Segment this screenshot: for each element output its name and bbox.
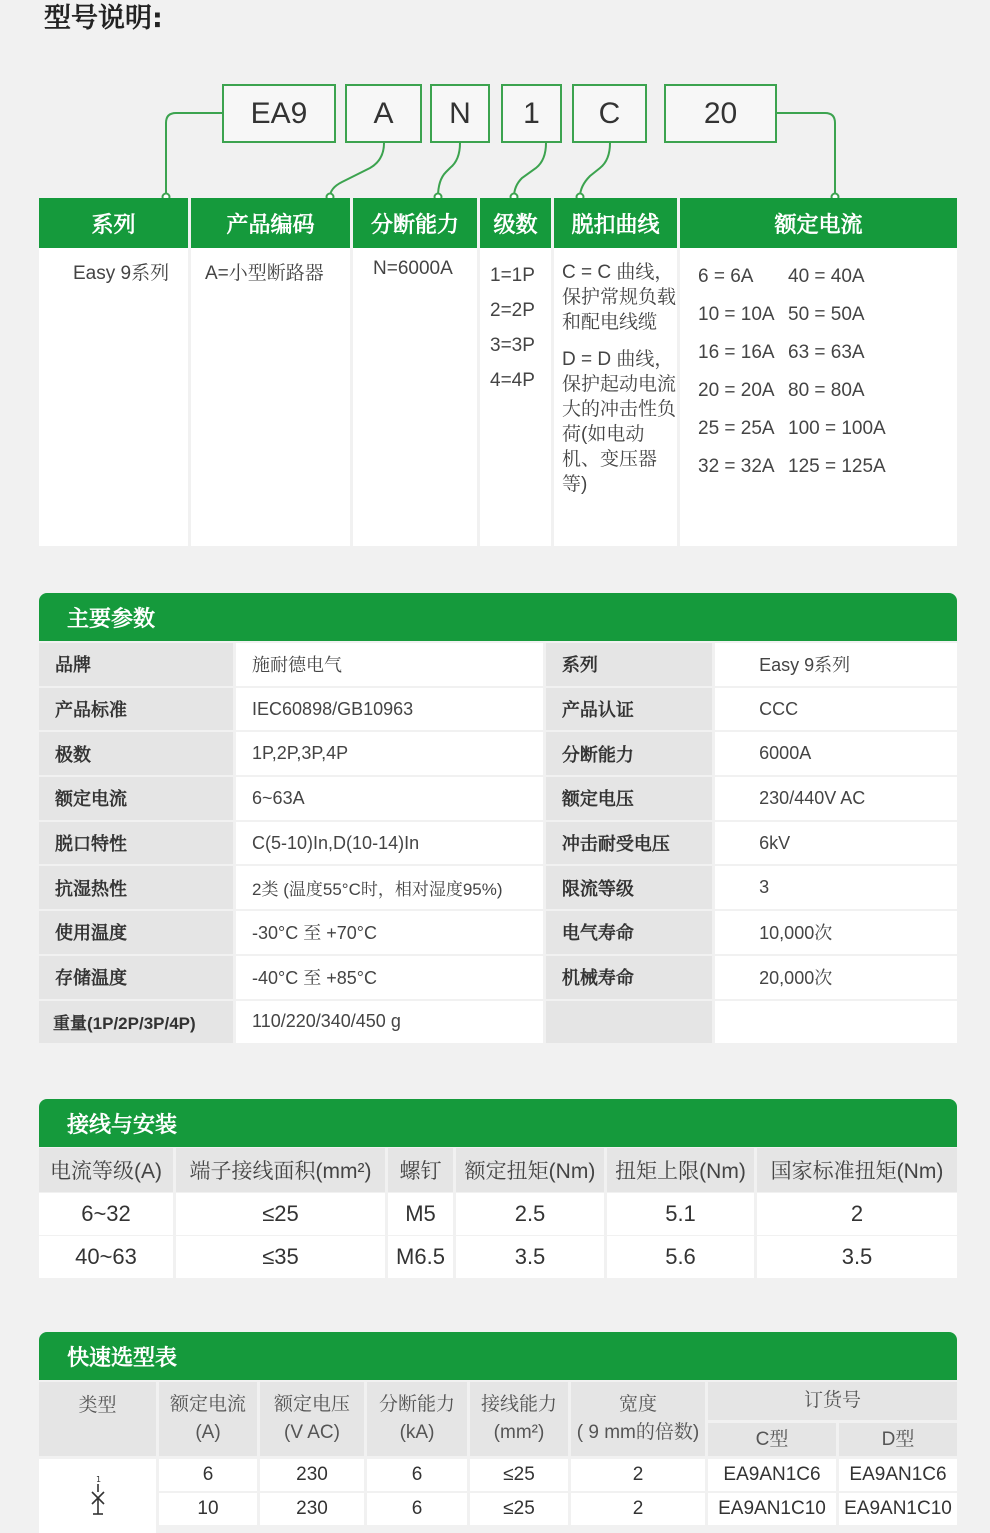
current-row: 25 = 25A 100 = 100A xyxy=(698,418,886,439)
header-breaking: 分断能力 xyxy=(353,198,480,248)
param-value: 10,000次 xyxy=(715,911,957,954)
header-curve: 脱扣曲线 xyxy=(554,198,680,248)
code-part-product: A xyxy=(345,84,422,143)
header-current: 额定电流 xyxy=(680,198,957,248)
current-row: 32 = 32A 125 = 125A xyxy=(698,456,886,477)
current-row: 6 = 6A 40 = 40A xyxy=(698,266,865,287)
quick-header-d-type: D型 xyxy=(839,1423,957,1456)
pole-option: 4=4P xyxy=(490,370,535,391)
model-table-header xyxy=(39,198,957,248)
cell-poles xyxy=(480,248,554,546)
quick-header-type: 类型 xyxy=(39,1382,156,1456)
params-table xyxy=(39,643,957,1045)
param-value: 施耐德电气 xyxy=(236,643,543,686)
param-value: 1P,2P,3P,4P xyxy=(236,732,543,775)
table-row xyxy=(39,911,957,956)
param-label: 产品标准 xyxy=(39,688,233,731)
quick-cell: 6 xyxy=(367,1459,467,1491)
quick-header-breaking: 分断能力 (kA) xyxy=(367,1382,467,1456)
quick-header-current: 额定电流 (A) xyxy=(159,1382,257,1456)
code-part-breaking: N xyxy=(430,84,490,143)
table-row xyxy=(39,822,957,867)
current-row: 10 = 10A 50 = 50A xyxy=(698,304,865,325)
wiring-header: 国家标准扭矩(Nm) xyxy=(757,1148,957,1192)
cell-curve xyxy=(554,248,680,546)
param-label: 限流等级 xyxy=(546,866,712,909)
header-series: 系列 xyxy=(39,198,191,248)
wiring-header: 螺钉 xyxy=(388,1148,456,1192)
table-row xyxy=(39,688,957,733)
quick-header-voltage: 额定电压 (V AC) xyxy=(260,1382,364,1456)
param-value: IEC60898/GB10963 xyxy=(236,688,543,731)
param-label xyxy=(546,1001,712,1044)
code-part-curve: C xyxy=(572,84,647,143)
quick-header-width: 宽度 ( 9 mm的倍数) xyxy=(571,1382,705,1456)
param-label: 冲击耐受电压 xyxy=(546,822,712,865)
svg-text:1: 1 xyxy=(95,1475,101,1484)
param-label: 额定电流 xyxy=(39,777,233,820)
param-value: 6000A xyxy=(715,732,957,775)
wiring-header: 额定扭矩(Nm) xyxy=(456,1148,607,1192)
pole-option: 1=1P xyxy=(490,265,535,286)
table-row: 6~32 ≤25 M5 2.5 5.1 2 xyxy=(39,1193,957,1236)
cell-breaking: N=6000A xyxy=(353,248,480,546)
table-row xyxy=(39,732,957,777)
param-value: 230/440V AC xyxy=(715,777,957,820)
table-row: 40~63 ≤35 M6.5 3.5 5.6 3.5 xyxy=(39,1236,957,1279)
current-row: 20 = 20A 80 = 80A xyxy=(698,380,865,401)
quick-cell: EA9AN1C6 xyxy=(839,1459,957,1491)
breaker-symbol-icon xyxy=(39,1459,156,1533)
quick-cell: 6 xyxy=(367,1493,467,1525)
param-label: 电气寿命 xyxy=(546,911,712,954)
param-label: 脱口特性 xyxy=(39,822,233,865)
curve-d-desc: D = D 曲线，保护起动电流大的冲击性负荷(如电动机、变压器等) xyxy=(562,349,677,495)
quick-cell: 230 xyxy=(260,1493,364,1525)
quick-cell: EA9AN1C10 xyxy=(708,1493,836,1525)
param-value: 3 xyxy=(715,866,957,909)
table-row xyxy=(39,1001,957,1046)
quick-header-order: 订货号 xyxy=(708,1382,957,1420)
wiring-header-row xyxy=(39,1148,957,1193)
quick-select-table xyxy=(39,1382,957,1533)
quick-cell: 6 xyxy=(159,1459,257,1491)
header-poles: 级数 xyxy=(480,198,554,248)
table-row xyxy=(39,866,957,911)
param-value: -40°C 至 +85°C xyxy=(236,956,543,999)
param-value: 110/220/340/450 g xyxy=(236,1001,543,1044)
param-value: -30°C 至 +70°C xyxy=(236,911,543,954)
param-label: 系列 xyxy=(546,643,712,686)
param-label: 额定电压 xyxy=(546,777,712,820)
table-row xyxy=(39,777,957,822)
param-label: 使用温度 xyxy=(39,911,233,954)
current-row: 16 = 16A 63 = 63A xyxy=(698,342,865,363)
quick-cell: 10 xyxy=(159,1493,257,1525)
param-label: 重量(1P/2P/3P/4P) xyxy=(39,1001,233,1044)
quick-cell: 230 xyxy=(260,1459,364,1491)
param-label: 存储温度 xyxy=(39,956,233,999)
cell-product-code: A=小型断路器 xyxy=(191,248,353,546)
wiring-table xyxy=(39,1148,957,1279)
pole-option: 3=3P xyxy=(490,335,535,356)
code-part-poles: 1 xyxy=(501,84,562,143)
params-section-title: 主要参数 xyxy=(39,593,957,641)
param-label: 机械寿命 xyxy=(546,956,712,999)
param-label: 产品认证 xyxy=(546,688,712,731)
param-label: 分断能力 xyxy=(546,732,712,775)
cell-series: Easy 9系列 xyxy=(39,248,191,546)
quick-cell: EA9AN1C10 xyxy=(839,1493,957,1525)
code-part-current: 20 xyxy=(664,84,777,143)
quick-header-wiring: 接线能力 (mm²) xyxy=(470,1382,568,1456)
quick-cell: 2 xyxy=(571,1459,705,1491)
param-value: Easy 9系列 xyxy=(715,643,957,686)
param-value: 6~63A xyxy=(236,777,543,820)
quick-cell: 2 xyxy=(571,1493,705,1525)
code-part-series: EA9 xyxy=(222,84,336,143)
code-connector-lines xyxy=(0,0,990,210)
quick-cell: EA9AN1C6 xyxy=(708,1459,836,1491)
param-value: 2类 (温度55°C时，相对湿度95%) xyxy=(236,866,543,909)
table-row xyxy=(39,956,957,1001)
param-value: CCC xyxy=(715,688,957,731)
quick-cell: ≤25 xyxy=(470,1459,568,1491)
wiring-section-title: 接线与安装 xyxy=(39,1099,957,1147)
quick-header-c-type: C型 xyxy=(708,1423,836,1456)
wiring-header: 电流等级(A) xyxy=(39,1148,176,1192)
param-label: 抗湿热性 xyxy=(39,866,233,909)
table-row xyxy=(39,643,957,688)
quick-section-title: 快速选型表 xyxy=(39,1332,957,1380)
quick-cell: ≤25 xyxy=(470,1493,568,1525)
cell-current xyxy=(680,248,957,546)
param-value: 6kV xyxy=(715,822,957,865)
model-section-title: 型号说明: xyxy=(44,3,163,34)
param-value: C(5-10)In,D(10-14)In xyxy=(236,822,543,865)
param-value xyxy=(715,1001,957,1044)
param-value: 20,000次 xyxy=(715,956,957,999)
header-product-code: 产品编码 xyxy=(191,198,353,248)
model-table-body xyxy=(39,248,957,546)
wiring-header: 扭矩上限(Nm) xyxy=(607,1148,757,1192)
param-label: 品牌 xyxy=(39,643,233,686)
curve-c-desc: C = C 曲线，保护常规负载和配电线缆 xyxy=(562,262,677,333)
wiring-header: 端子接线面积(mm²) xyxy=(176,1148,388,1192)
pole-option: 2=2P xyxy=(490,300,535,321)
param-label: 极数 xyxy=(39,732,233,775)
